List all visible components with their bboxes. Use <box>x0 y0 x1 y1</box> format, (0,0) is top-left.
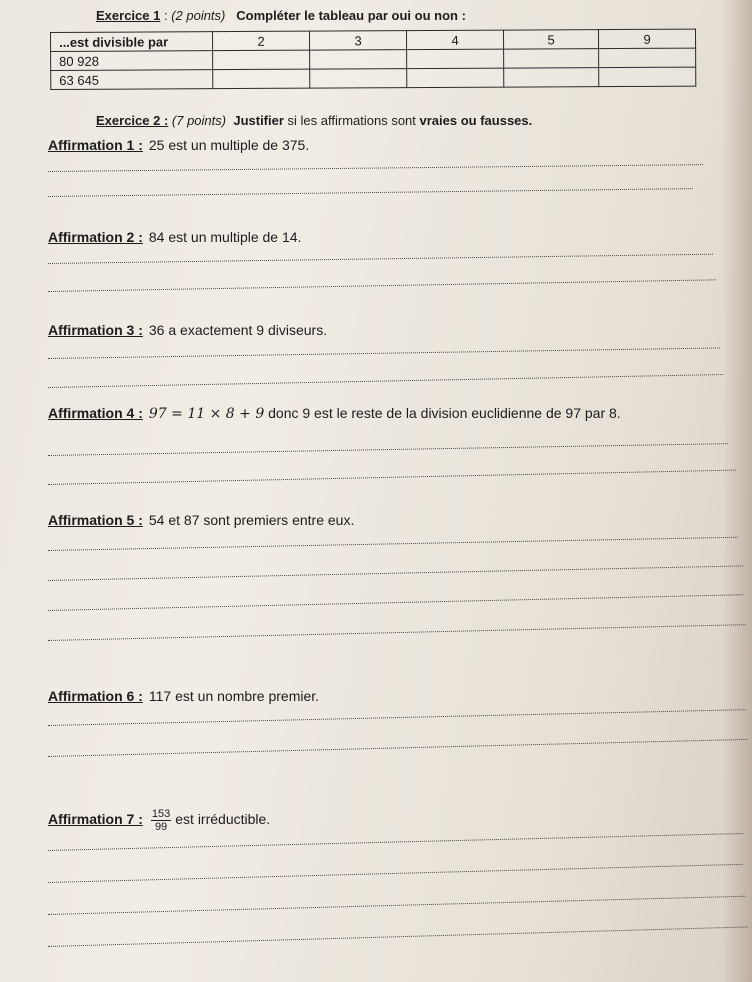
exercise2-instruction-justify: Justifier <box>233 113 284 128</box>
table-header-divisor: 3 <box>309 31 406 51</box>
affirmation-2 <box>48 229 301 245</box>
exercise2-instruction-truefalse: vraies ou fausses <box>419 113 529 128</box>
page-edge-shadow <box>722 0 752 982</box>
exercise2-label: Exercice 2 : <box>96 113 169 128</box>
answer-line[interactable] <box>48 896 746 915</box>
table-header-divisor: 5 <box>503 30 598 49</box>
affirmation-label: Affirmation 2 : <box>48 229 143 245</box>
table-header-label: ...est divisible par <box>51 32 213 52</box>
affirmation-label: Affirmation 7 : <box>48 811 143 828</box>
affirmation-math: 97 = 11 × 8 + 9 <box>148 406 265 422</box>
answer-line[interactable] <box>48 594 743 611</box>
affirmation-text: 117 est un nombre premier. <box>148 688 320 704</box>
exercise1-label: Exercice 1 <box>96 8 161 23</box>
answer-line[interactable] <box>48 926 748 947</box>
answer-line[interactable] <box>48 188 693 197</box>
affirmation-text: 54 et 87 sont premiers entre eux. <box>148 512 355 528</box>
affirmation-text: est irréductible. <box>175 811 271 828</box>
table-header-divisor: 9 <box>598 29 695 49</box>
answer-line[interactable] <box>48 624 746 641</box>
table-answer-cell[interactable] <box>310 50 407 70</box>
table-answer-cell[interactable] <box>407 68 504 88</box>
affirmation-label: Affirmation 1 : <box>48 137 143 153</box>
answer-line[interactable] <box>48 374 723 388</box>
affirmation-label: Affirmation 4 : <box>48 405 143 421</box>
affirmation-text: 84 est un multiple de 14. <box>148 229 302 245</box>
exercise1-sep: : <box>160 8 172 23</box>
exercise2-title <box>96 113 532 128</box>
answer-line[interactable] <box>48 709 746 726</box>
table-row-number: 80 928 <box>51 51 213 71</box>
exercise2-points: (7 points) <box>171 113 227 128</box>
affirmation-label: Affirmation 3 : <box>48 322 143 338</box>
table-answer-cell[interactable] <box>599 48 696 68</box>
affirmation-text: 25 est un multiple de 375. <box>148 137 310 153</box>
affirmation-7 <box>48 808 270 833</box>
table-row <box>51 67 696 89</box>
answer-line[interactable] <box>48 164 703 172</box>
table-answer-cell[interactable] <box>213 69 310 89</box>
table-answer-cell[interactable] <box>407 49 504 69</box>
affirmation-text: donc 9 est le reste de la division euclidienne de 97 par 8. <box>264 405 621 421</box>
table-answer-cell[interactable] <box>504 49 599 68</box>
answer-line[interactable] <box>48 739 748 757</box>
table-header-divisor: 2 <box>213 31 310 51</box>
table-answer-cell[interactable] <box>213 50 310 70</box>
table-header-divisor: 4 <box>406 30 503 50</box>
table-answer-cell[interactable] <box>310 69 407 89</box>
answer-line[interactable] <box>48 864 743 883</box>
answer-line[interactable] <box>48 833 743 851</box>
exercise1-title <box>96 8 466 23</box>
answer-line[interactable] <box>48 537 738 551</box>
affirmation-text: 36 a exactement 9 diviseurs. <box>148 322 328 338</box>
divisibility-table <box>50 29 696 90</box>
exercise1-instruction: Compléter le tableau par oui ou non : <box>236 8 466 23</box>
affirmation-5 <box>48 512 354 528</box>
table-row-number: 63 645 <box>51 70 213 90</box>
affirmation-4 <box>48 405 621 422</box>
exercise2-instruction-mid: si les affirmations sont <box>283 113 420 128</box>
affirmation-1 <box>48 137 309 153</box>
answer-line[interactable] <box>48 443 728 456</box>
answer-line[interactable] <box>48 279 716 292</box>
affirmation-3 <box>48 322 327 338</box>
answer-line[interactable] <box>48 565 743 581</box>
answer-line[interactable] <box>48 347 720 359</box>
answer-line[interactable] <box>48 254 713 264</box>
exercise1-points: (2 points) <box>171 8 226 23</box>
exercise2-instruction-end: . <box>528 113 533 128</box>
fraction-numerator: 153 <box>151 808 171 820</box>
affirmation-label: Affirmation 5 : <box>48 512 143 528</box>
table-answer-cell[interactable] <box>504 68 599 87</box>
table-answer-cell[interactable] <box>599 67 696 87</box>
affirmation-label: Affirmation 6 : <box>48 688 143 704</box>
answer-line[interactable] <box>48 470 736 485</box>
fraction-denominator: 99 <box>154 821 168 833</box>
fraction <box>151 808 171 833</box>
affirmation-6 <box>48 688 319 704</box>
